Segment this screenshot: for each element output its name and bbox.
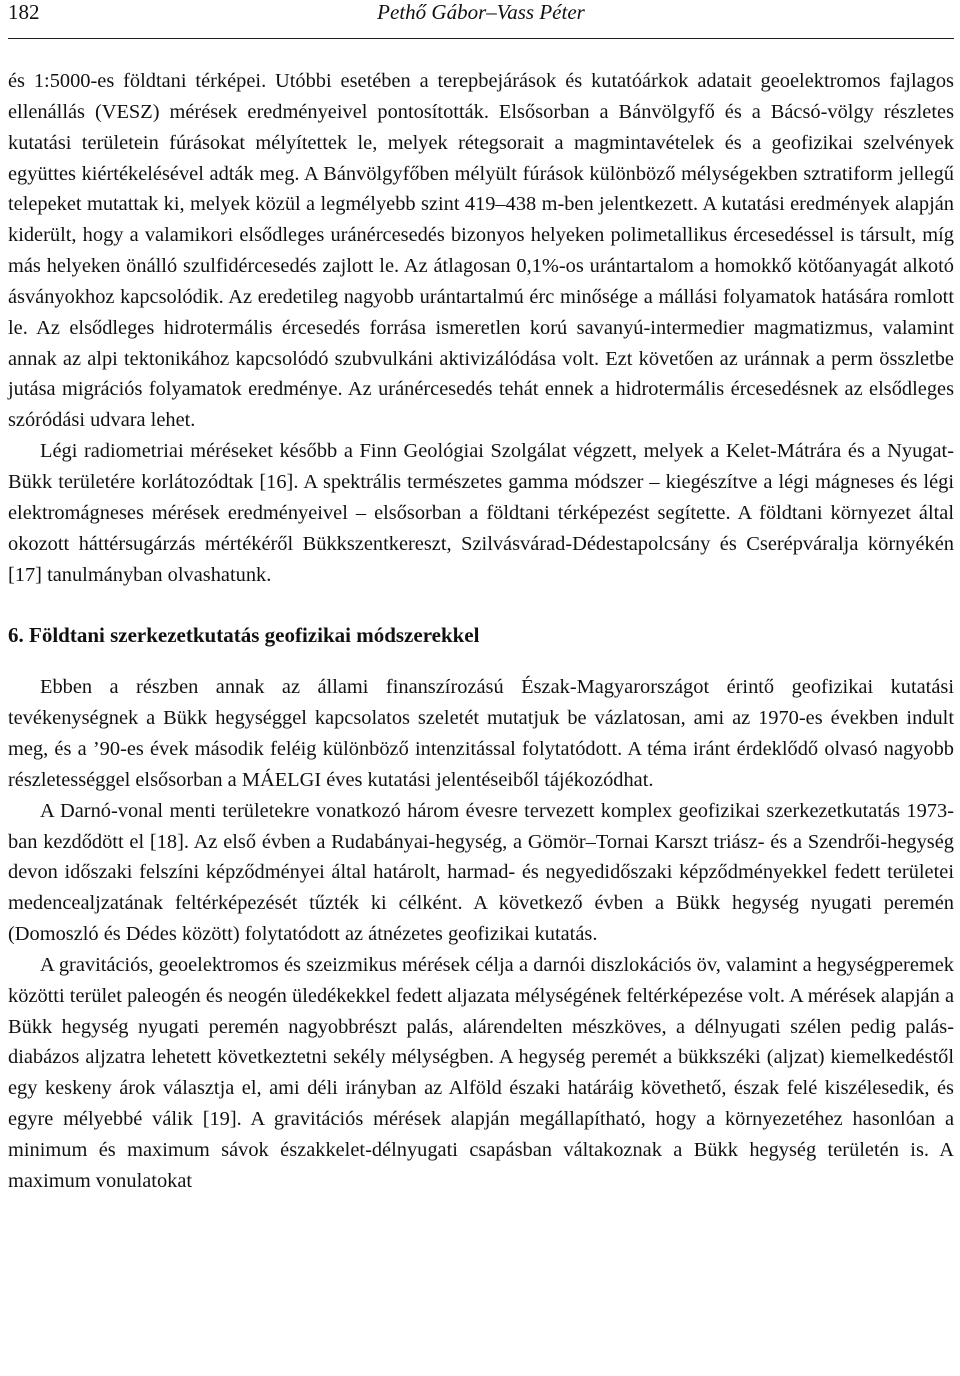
page-header [8,0,954,39]
section-heading: 6. Földtani szerkezetkutatás geofizikai módszerekkel [8,623,480,648]
page-body [8,66,954,1197]
section-paragraph: A gravitációs, geoelektromos és szeizmikus mérések célja a darnói diszlokációs öv, valamint a hegységperemek közötti terület paleogén és neogén üledékekkel fedett aljazata mélységének feltérképezése volt. A mérések alapján a Bükk hegység nyugati peremén nagyobbrészt palás, alárendelten mészköves, a délnyugati szélen pedig palás-diabázos aljzatra lehetett következtetni sekély mélységben. A hegység peremét a bükkszéki (aljzat) kiemelkedéstől egy keskeny árok választja el, ami déli irányban az Alföld északi határáig követhető, észak felé kiszélesedik, és egyre mélyebbé válik [19]. A gravitációs mérések alapján megállapítható, hogy a környezetéhez hasonlóan a minimum és maximum sávok északkelet-délnyugati csapásban váltakoznak a Bükk hegység területén is. A maximum vonulatokat [8,953,954,1192]
page-number: 182 [8,0,40,24]
document-page [8,0,954,1197]
section-paragraph: A Darnó-vonal menti területekre vonatkozó három évesre tervezett komplex geofizikai szerkezetkutatás 1973-ban kezdődött el [18]. Az első évben a Rudabányai-hegység, a Gömör–Tornai Karszt triász- és a Szendrői-hegység devon időszaki felszíni képződményei által határolt, harmad- és negyedidőszaki képződményekkel fedett területei medencealjzatának feltérképezését tűzték ki célként. A következő évben a Bükk hegység nyugati peremén (Domoszló és Dédes között) folytatódott az átnézetes geofizikai kutatás. [8,799,954,946]
section-paragraph: Ebben a részben annak az állami finanszírozású Észak-Magyarországot érintő geofizikai kutatási tevékenységnek a Bükk hegységgel kapcsolatos szeletét mutatjuk be vázlatosan, ami az 1970-es években indult meg, és a ’90-es évek második feléig különböző intenzitással folytatódott. A téma iránt érdeklődő olvasó nagyobb részletességgel elsősorban a MÁELGI éves kutatási jelentéseiből tájékozódhat. [8,676,954,791]
running-title: Pethő Gábor–Vass Péter [377,0,585,24]
body-paragraph: Légi radiometriai méréseket később a Finn Geológiai Szolgálat végzett, melyek a Kelet-Mátrára és a Nyugat-Bükk területére korlátozódtak [16]. A spektrális természetes gamma módszer – kiegészítve a légi mágneses és légi elektromágneses mérések eredményeivel – elsősorban a földtani térképezést segítette. A földtani környezet által okozott háttérsugárzás mértékéről Bükkszentkereszt, Szilvásvárad-Dédestapolcsány és Cserépváralja környékén [17] tanulmányban olvashatunk. [8,440,954,586]
body-paragraph: és 1:5000-es földtani térképei. Utóbbi esetében a terepbejárások és kutatóárkok adatait geoelektromos fajlagos ellenállás (VESZ) mérések eredményeivel pontosították. Elsősorban a Bánvölgyfő és a Bácsó-völgy részletes kutatási területein fúrásokat mélyítettek le, melyek rétegsorait a magmintavételek és a geofizikai szelvények együttes kiértékelésével adták meg. A Bánvölgyfőben mélyült fúrások különböző mélységekben sztratiform jellegű telepeket mutattak ki, melyek közül a legmélyebb szint 419–438 m-ben jelentkezett. A kutatási eredmények alapján kiderült, hogy a valamikori elsődleges uránércesedés bizonyos helyeken polimetallikus ércesedéssel is társult, míg más helyeken önálló szulfidércesedés zajlott le. Az átlagosan 0,1%-os urántartalom a homokkő kötőanyagát alkotó ásványokhoz kapcsolódik. Az eredetileg nagyobb urántartalmú érc minősége a mállási folyamatok hatására romlott le. Az elsődleges hidrotermális ércesedés forrása ismeretlen korú savanyú-intermedier magmatizmus, valamint annak az alpi tektonikához kapcsolódó szubvulkáni aktivizálódása volt. Ezt követően az uránnak a perm összletbe jutása migrációs folyamatok eredménye. Az uránércesedés tehát ennek a hidrotermális ércesedésnek az elsődleges szóródási udvara lehet. [8,70,954,432]
